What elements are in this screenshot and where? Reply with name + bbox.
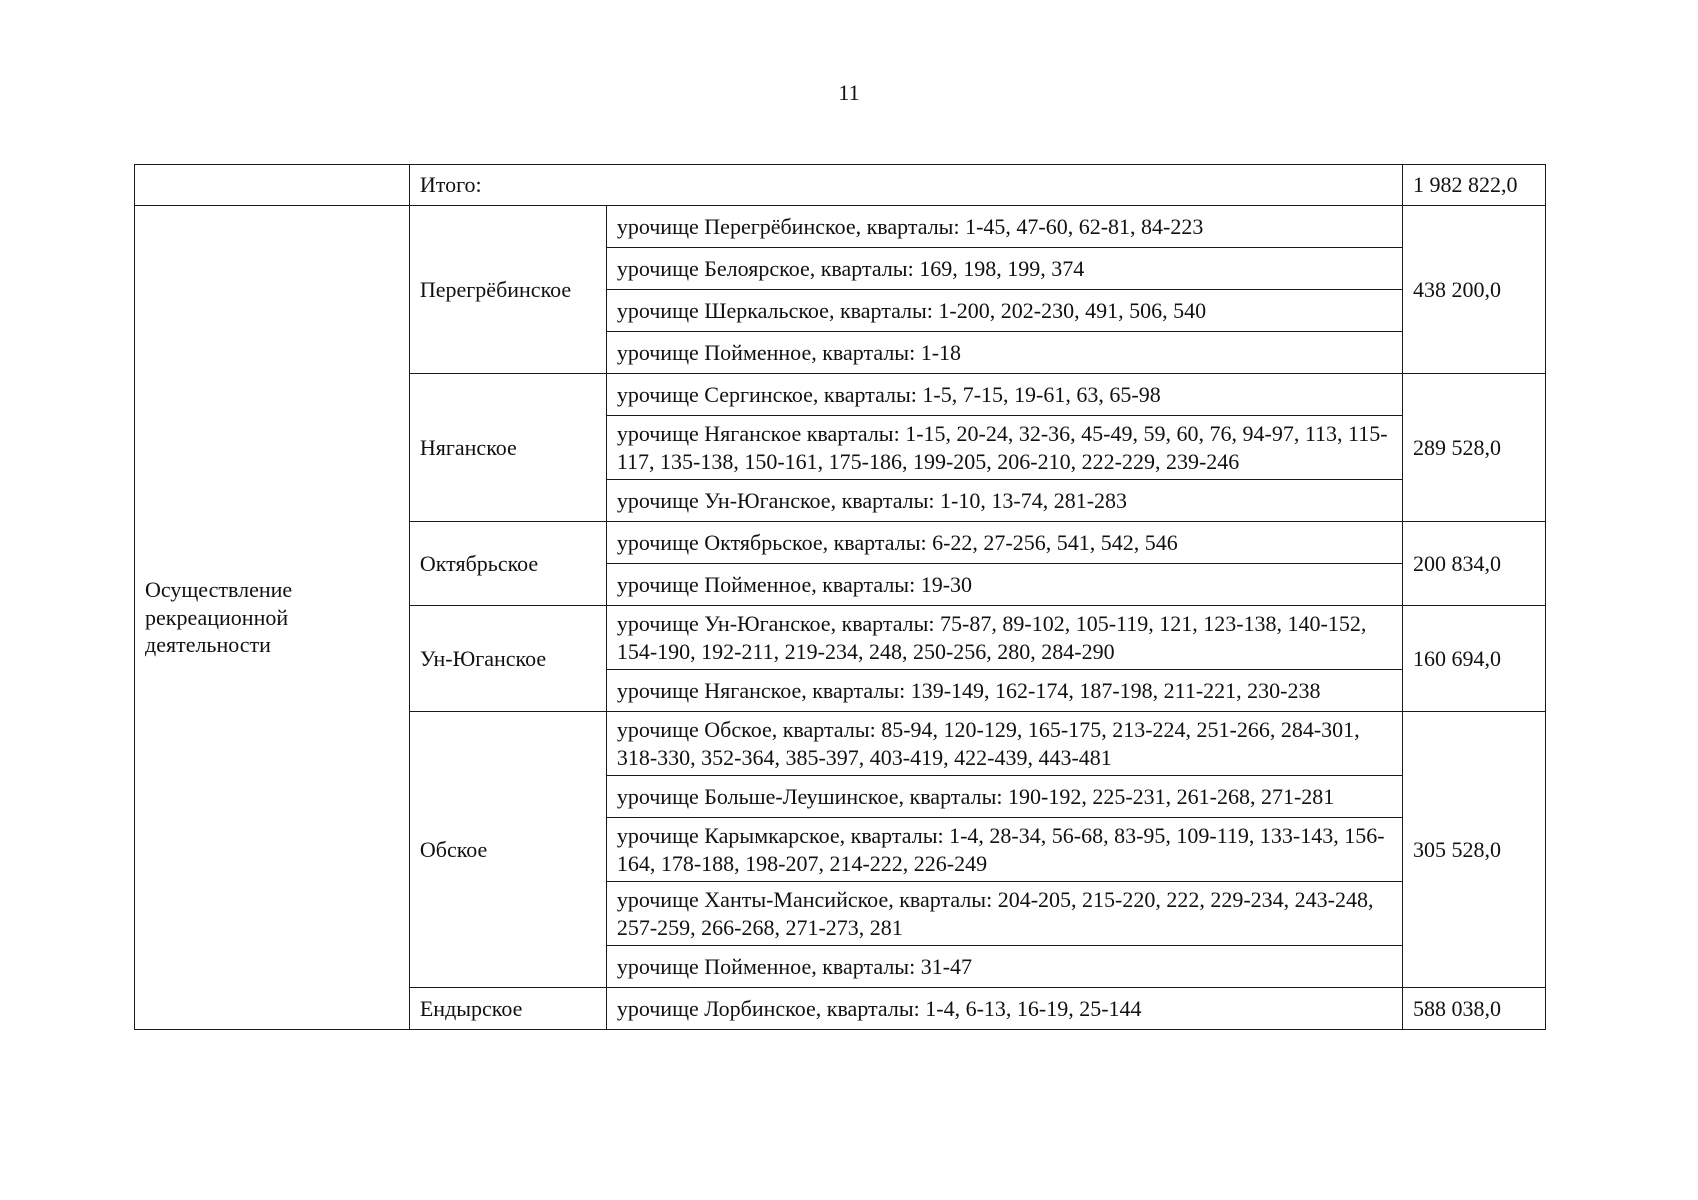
tract-cell: урочище Пойменное, кварталы: 19-30 bbox=[606, 564, 1402, 606]
total-blank-cell bbox=[135, 165, 410, 206]
area-cell: 305 528,0 bbox=[1403, 712, 1546, 988]
tract-cell: урочище Белоярское, кварталы: 169, 198, 199, 374 bbox=[606, 248, 1402, 290]
total-value: 1 982 822,0 bbox=[1403, 165, 1546, 206]
area-cell: 200 834,0 bbox=[1403, 522, 1546, 606]
recreation-table bbox=[134, 164, 1546, 1030]
tract-cell: урочище Ун-Юганское, кварталы: 1-10, 13-74, 281-283 bbox=[606, 480, 1402, 522]
activity-cell: Осуществление рекреационной деятельности bbox=[135, 206, 410, 1030]
tract-cell: урочище Пойменное, кварталы: 31-47 bbox=[606, 946, 1402, 988]
tract-cell: урочище Больше-Леушинское, кварталы: 190-192, 225-231, 261-268, 271-281 bbox=[606, 776, 1402, 818]
district-cell: Ун-Юганское bbox=[409, 606, 606, 712]
tract-cell: урочище Сергинское, кварталы: 1-5, 7-15, 19-61, 63, 65-98 bbox=[606, 374, 1402, 416]
total-label: Итого: bbox=[409, 165, 1402, 206]
tract-cell: урочище Ун-Юганское, кварталы: 75-87, 89-102, 105-119, 121, 123-138, 140-152, 154-190, 192-211, 219-234, 248, 250-256, 280, 284-290 bbox=[606, 606, 1402, 670]
tract-cell: урочище Няганское кварталы: 1-15, 20-24, 32-36, 45-49, 59, 60, 76, 94-97, 113, 115-117, 135-138, 150-161, 175-186, 199-205, 206-210, 222-229, 239-246 bbox=[606, 416, 1402, 480]
area-cell: 289 528,0 bbox=[1403, 374, 1546, 522]
district-cell: Няганское bbox=[409, 374, 606, 522]
tract-cell: урочище Карымкарское, кварталы: 1-4, 28-34, 56-68, 83-95, 109-119, 133-143, 156-164, 178-188, 198-207, 214-222, 226-249 bbox=[606, 818, 1402, 882]
district-cell: Перегрёбинское bbox=[409, 206, 606, 374]
tract-cell: урочище Няганское, кварталы: 139-149, 162-174, 187-198, 211-221, 230-238 bbox=[606, 670, 1402, 712]
total-row bbox=[135, 165, 1546, 206]
area-cell: 160 694,0 bbox=[1403, 606, 1546, 712]
district-cell: Ендырское bbox=[409, 988, 606, 1030]
tract-cell: урочище Шеркальское, кварталы: 1-200, 202-230, 491, 506, 540 bbox=[606, 290, 1402, 332]
district-cell: Октябрьское bbox=[409, 522, 606, 606]
tract-cell: урочище Обское, кварталы: 85-94, 120-129, 165-175, 213-224, 251-266, 284-301, 318-330, 352-364, 385-397, 403-419, 422-439, 443-481 bbox=[606, 712, 1402, 776]
area-cell: 588 038,0 bbox=[1403, 988, 1546, 1030]
table-row bbox=[135, 206, 1546, 248]
tract-cell: урочище Лорбинское, кварталы: 1-4, 6-13, 16-19, 25-144 bbox=[606, 988, 1402, 1030]
district-cell: Обское bbox=[409, 712, 606, 988]
tract-cell: урочище Перегрёбинское, кварталы: 1-45, 47-60, 62-81, 84-223 bbox=[606, 206, 1402, 248]
page-number: 11 bbox=[838, 80, 860, 105]
area-cell: 438 200,0 bbox=[1403, 206, 1546, 374]
tract-cell: урочище Пойменное, кварталы: 1-18 bbox=[606, 332, 1402, 374]
tract-cell: урочище Ханты-Мансийское, кварталы: 204-205, 215-220, 222, 229-234, 243-248, 257-259, 266-268, 271-273, 281 bbox=[606, 882, 1402, 946]
tract-cell: урочище Октябрьское, кварталы: 6-22, 27-256, 541, 542, 546 bbox=[606, 522, 1402, 564]
